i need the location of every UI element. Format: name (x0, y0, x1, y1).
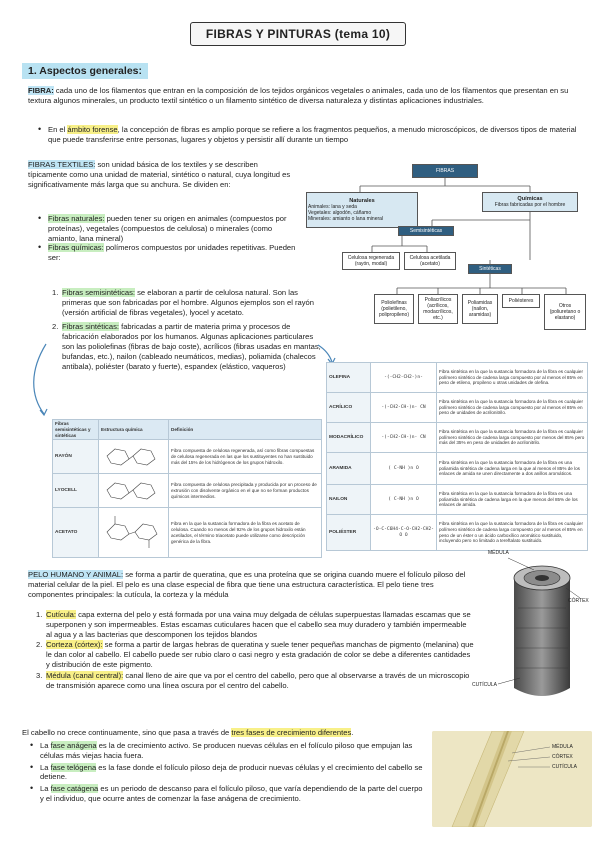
fase-pre: La (40, 762, 51, 772)
structure-formula: ( C-NH )n O (371, 485, 437, 515)
fase-anagena-item (28, 741, 426, 761)
diagram-semi-child (404, 252, 456, 270)
title-text: FIBRAS Y PINTURAS (tema 10) (205, 27, 391, 41)
fase-telogena-term: fase telógena (50, 762, 97, 772)
fiber-name: ARAMIDA (327, 453, 371, 485)
fiber-definition: Fibra sintética en la que la sustancia formadora de la fibra es una poliamida sintética de cadena larga en la que al menos el 85% de los enlaces de amida se unen directamente a dos anillos aromáticos. (437, 453, 588, 485)
micro-medula-label: MÉDULA (552, 744, 573, 750)
medula-term: Médula (canal central): (46, 670, 124, 680)
naturales-line: Animales: lana y seda (308, 204, 357, 210)
fibras-naturales-text: pueden tener su origen en animales (compuestos por proteínas), vegetales (compuestos de celulosa) o minerales (como amianto, lana mineral) (48, 214, 287, 243)
diagram-sint-child (462, 294, 498, 324)
sint-child-label: Otros (poliuretano o elastano) (549, 303, 581, 321)
table-row (327, 393, 588, 423)
diagram-sint-child (374, 294, 414, 324)
micro-cortex-label: CÓRTEX (552, 754, 573, 760)
fiber-definition: Fibra compuesta de celulosa precipitada y producida por un proceso de extrusión con disolvente orgánico en el que no se forman productos químicos intermedios. (169, 474, 322, 508)
cellulose-structure-icon (101, 477, 165, 503)
table-header-row (53, 420, 322, 440)
fase-catagena-term: fase catágena (50, 784, 99, 794)
structure-formula: -(-CH2-CH2-)n- (371, 363, 437, 393)
sint-label: Sintéticas (479, 266, 501, 272)
classification-diagram (302, 160, 588, 338)
forense-pre: En el (48, 125, 68, 134)
micro-cuticula-label: CUTÍCULA (552, 764, 578, 770)
section-heading-text: 1. Aspectos generales: (28, 65, 142, 77)
fiber-name: ACRÍLICO (327, 393, 371, 423)
fiber-name: POLIÉSTER (327, 515, 371, 551)
medula-num: 3. (36, 670, 43, 680)
diagram-sint-child (418, 294, 458, 324)
fiber-name: LYOCELL (53, 474, 99, 508)
structure-cell (99, 474, 169, 508)
fiber-definition: Fibra sintética en la que la sustancia formadora de la fibra es una poliamida sintética de cadena larga en la que menos del 85% de los enlaces de amida. (437, 485, 588, 515)
semi-child-label: Celulosa regenerada (rayón, modal) (347, 255, 395, 267)
pelo-intro (28, 570, 474, 599)
fiber-name: OLEFINA (327, 363, 371, 393)
sint-child-label: Poliolefinas (polietileno, polipropileno) (378, 300, 410, 318)
quimicas-title: Químicas (517, 196, 543, 202)
cuticula-num: 1. (36, 610, 43, 619)
corteza-num: 2. (36, 640, 43, 650)
fiber-name: ACETATO (53, 508, 99, 558)
naturales-line: Minerales: amianto o lana mineral (308, 216, 384, 222)
structure-formula: -(-CH2-CH-)n- CN (371, 423, 437, 453)
table-header: Definición (169, 420, 322, 440)
fase-catagena-text: es un periodo de descanso para el folículo piloso, que varía dependiendo de la parte del cuerpo y el individuo, que ocurre antes de comenzar la fase anágena de crecimiento. (40, 784, 423, 803)
sint-child-label: Poliésteres (508, 298, 534, 304)
fases-intro-post: . (351, 728, 354, 737)
fases-intro-pre: El cabello no crece continuamente, sino que pasa a través de (22, 728, 232, 737)
diagram-sint-child (502, 294, 540, 308)
structure-formula: ( C-NH )n O (371, 453, 437, 485)
fibras-naturales-term: Fibras naturales: (48, 214, 105, 223)
fiber-definition: Fibra sintética en la que la sustancia formadora de la fibra es cualquier polímero sintético de cadena larga compuesto por al menos el 85% en peso de unidades de acrilonitrilo. (437, 393, 588, 423)
fase-anagena-text: es la de crecimiento activo. Se producen nuevas células en el folículo piloso que empujan las células más viejas hacia fuera. (40, 741, 413, 760)
fiber-definition: Fibra sintética en la que la sustancia formadora de la fibra es cualquier polímero sintético de cadena larga compuesto por al menos el 85% en peso de un éster o un ácido carboxílico aromático sustituido, incluyendo pero no limitado a tereftalato sustituido. (437, 515, 588, 551)
fase-telogena-item (28, 763, 426, 783)
fibras-quimicas-text: polímeros compuestos por unidades repetitivas. Pueden ser: (48, 243, 296, 263)
semisinteticas-term: Fibras semisintéticas: (62, 288, 136, 297)
quimicas-sub: Fibras fabricadas por el hombre (494, 202, 566, 208)
table-row (327, 453, 588, 485)
semi-child-label: Celulosa acetilada (acetato) (409, 255, 451, 267)
fibra-term: FIBRA: (28, 86, 54, 95)
pelo-text: se forma a partir de queratina, que es una proteína que se origina cuando muere el folículo piloso del material celular de la piel. El pelo es una clase especial de fibra que tiene una estructura característica. El pelo tiene tres componentes principales: la cutícula, la corteza y la médula (28, 570, 466, 599)
diagram-semisinteticas (398, 226, 454, 236)
cuticula-text: capa externa del pelo y está formada por una vaina muy delgada de células superpuestas llamadas escamas que se superponen y son impermeables. Estas escamas cuticulares hacen que el cabello sea muy duradero y también impermeable al agua y a las bacterias que descomponen los tejidos blandos (46, 610, 471, 639)
structure-cell (99, 440, 169, 474)
cuticula-item (36, 610, 474, 639)
structure-formula: -(-CH2-CH-)n- CN (371, 393, 437, 423)
fiber-name: RAYÓN (53, 440, 99, 474)
fibras-textiles-text: son unidad básica de los textiles y se describen típicamente como una unidad de material, sintético o natural, cuya longitud es significativamente más larga que su anchura. Se dividen en: (28, 160, 291, 189)
sint-child-label: Poliamidas (nailon, aramidas) (467, 300, 493, 318)
structure-cell (99, 508, 169, 558)
diagram-naturales (306, 192, 418, 228)
table-row (327, 363, 588, 393)
cellulose-structure-icon (101, 443, 165, 469)
cortex-label: CÓRTEX (568, 598, 589, 604)
corteza-item (36, 640, 474, 669)
hair-structure-illustration (472, 548, 592, 708)
fases-intro (22, 728, 426, 738)
naturales-title: Naturales (349, 198, 375, 204)
semisinteticas-text: se elaboran a partir de celulosa natural. Son las primeras que son fabricadas por el hombre. Algunos ejemplos son el rayón (versión artificial de fibras vegetales), lyocel y acetato. (62, 288, 314, 317)
table-row (327, 515, 588, 551)
forense-term: ámbito forense (67, 125, 118, 134)
acetate-structure-icon (101, 512, 165, 552)
corteza-term: Corteza (córtex): (46, 640, 103, 650)
table-row (53, 474, 322, 508)
fase-anagena-term: fase anágena (50, 741, 97, 750)
synthetic-table (326, 362, 588, 551)
fase-catagena-item (28, 784, 426, 804)
fiber-name: NAILON (327, 485, 371, 515)
corteza-text: se forma a partir de largas hebras de queratina y suele tener pequeñas manchas de pigmento (melanina) que le dan color al cabello. El cabello puede ser rubio claro o casi negro y esta gradación de color se debe a diferentes cantidades y distribución de este pigmento. (46, 640, 474, 669)
forense-text: , la concepción de fibras es amplio porque se refiere a los fragmentos pequeños, a menudo microscópicos, de diversos tipos de material que puede transferirse entre personas, lugares y objetos y persistir allí durante un tiempo (48, 125, 577, 144)
structure-formula: -O-C-C6H4-C-O-CH2-CH2- O O (371, 515, 437, 551)
diagram-sinteticas (468, 264, 512, 274)
naturales-line: Vegetales: algodón, cáñamo (308, 210, 372, 216)
fibras-quimicas-term: Fibras químicas: (48, 243, 104, 253)
table-row (53, 440, 322, 474)
fiber-definition: Fibra sintética en la que la sustancia formadora de la fibra es cualquier polímero sintético de cadena larga compuesto por al menos el 85% en peso de etileno, propileno u otras unidades de olefina. (437, 363, 588, 393)
hair-cross-section-icon (494, 548, 592, 708)
table-row (327, 423, 588, 453)
sinteticas-num: 2. (52, 322, 59, 332)
fiber-definition: Fibra en la que la sustancia formadora de la fibra es acetato de celulosa. Cuando no menos del 92% de los grupos hidroxilo están acetilados, el término triacetato puede utilizarse como descripción genérica de la fibra. (169, 508, 322, 558)
pelo-term: PELO HUMANO Y ANIMAL: (28, 570, 124, 579)
table-row (53, 508, 322, 558)
cuticula-label: CUTÍCULA (472, 682, 498, 688)
medula-label: MÉDULA (488, 550, 509, 556)
table-header: Fibras semisintéticas y sintéticas (53, 420, 99, 440)
sint-child-label: Poliacrílicos (acrílicos, modacrílicos, etc.) (423, 297, 453, 321)
diagram-quimicas (482, 192, 578, 212)
diagram-semi-child (342, 252, 400, 270)
fases-intro-term: tres fases de crecimiento diferentes (231, 728, 352, 737)
diagram-root (412, 164, 478, 178)
medula-item (36, 671, 474, 691)
diagram-root-label: FIBRAS (435, 168, 455, 174)
table-row (327, 485, 588, 515)
hair-microscope-image (432, 731, 592, 827)
fiber-name: MODACRÍLICO (327, 423, 371, 453)
pelo-components-list (36, 610, 474, 691)
semisynthetic-table (52, 419, 322, 558)
sinteticas-text: fabricadas a partir de materia prima y procesos de fabricación elaborados por los humanos. Algunas aplicaciones particulares son las poliolefinas (fibras de bajo coste), acrílicos (fibras usadas en mantas, bufandas, etc.), nailon (cableado neumáticos, medias), poliamida (chalecos antibala), poliéster (barato y fuerte), espandex (elástico, vaqueros) (62, 322, 321, 371)
table-header: Estructura química (99, 420, 169, 440)
fiber-definition: Fibra sintética en la que la sustancia formadora de la fibra es cualquier polímero sintético de cadena larga compuesto por menos del 85% pero más del 35% en peso de unidades de acrilonitrilo. (437, 423, 588, 453)
semisinteticas-num: 1. (52, 288, 59, 297)
fases-list (28, 741, 426, 804)
fibras-textiles-term: FIBRAS TEXTILES: (28, 160, 96, 169)
fase-telogena-text: es la fase donde el folículo piloso deja de producir nuevas células y el crecimiento del cabello se detiene. (40, 762, 423, 782)
fase-pre: La (40, 741, 51, 750)
semi-label: Semisintéticas (409, 228, 443, 234)
diagram-sint-child (544, 294, 586, 330)
fase-pre: La (40, 784, 51, 794)
fibra-text: cada uno de los filamentos que entran en la composición de los tejidos orgánicos vegetales o animales, cada uno de los filamentos que presentan en su textura algunos minerales, un producto textil sintético o un filamento sintético de diversa naturaleza y distintas aplicaciones industriales. (28, 86, 569, 105)
medula-text: canal lleno de aire que va por el centro del cabello, pero que al observarse a través de un microscopio de transmisión aparece como una línea oscura por el centro del cabello. (46, 670, 470, 690)
cuticula-term: Cutícula: (46, 610, 76, 619)
sinteticas-term: Fibras sintéticas: (62, 322, 119, 332)
fiber-definition: Fibra compuesta de celulosa regenerada, así como fibras compuestas de celulosa regenerada en las que los sustituyentes no han sustituido más del 15% de los hidrógenos de los grupos hidroxilo. (169, 440, 322, 474)
